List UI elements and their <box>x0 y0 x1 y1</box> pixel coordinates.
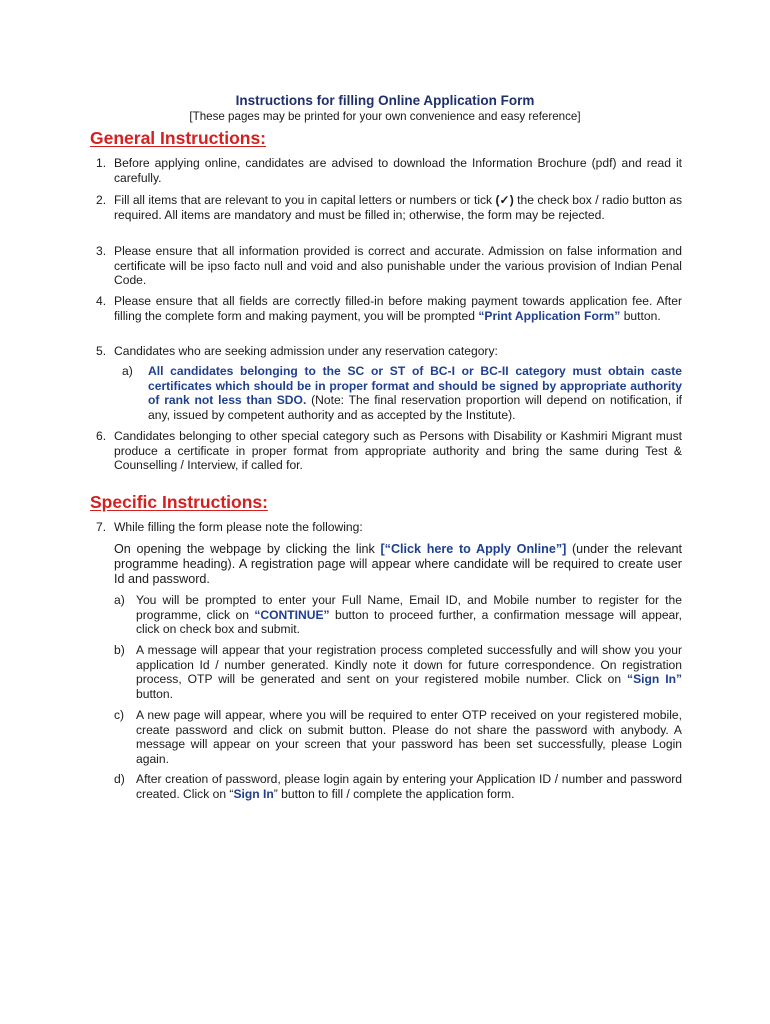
item-number: 3. <box>96 244 107 258</box>
item-text: A new page will appear, where you will be required to enter OTP received on your registered mobile, create password and click on submit button. Please do not share the password with anybody. A message will appear on your screen that your password has been set successfully, please Login again. <box>136 708 682 766</box>
item-number: c) <box>114 708 125 722</box>
page-subtitle: [These pages may be printed for your own convenience and easy reference] <box>189 110 581 123</box>
item-text <box>136 643 682 701</box>
continue-link: “CONTINUE” <box>254 607 330 622</box>
item-text-part: button to proceed further, a confirmation message will appear, click on check box and submit. <box>136 607 682 637</box>
item-number: 7. <box>96 520 107 534</box>
item-text-part: the check box / radio button as required. All items are mandatory and must be filled in; otherwise, the form may be rejected. <box>114 193 683 222</box>
item-text-part: ” button to fill / complete the application form. <box>273 786 515 801</box>
item-text-part: button. <box>620 308 661 323</box>
apply-online-intro <box>114 542 682 587</box>
specific-item-b <box>114 643 682 701</box>
specific-item-c <box>114 708 682 766</box>
item-number: 1. <box>96 156 107 170</box>
item-text-part: On opening the webpage by clicking the link <box>114 542 381 556</box>
item-text-part: Fill all items that are relevant to you in capital letters or numbers or tick <box>114 193 496 207</box>
specific-item-d <box>114 772 682 801</box>
item-text: Candidates who are seeking admission under any reservation category: <box>114 344 498 358</box>
general-item-6 <box>96 429 682 473</box>
item-text-part: You will be prompted to enter your Full Name, Email ID, and Mobile number to register for the programme, click on <box>136 593 682 622</box>
item-text: Candidates belonging to other special category such as Persons with Disability or Kashmiri Migrant must produce a certificate in proper format from appropriate authority and bring the same during Test & Counselling / Interview, if called for. <box>114 429 682 473</box>
page-title: Instructions for filling Online Application Form <box>235 93 535 108</box>
item-number: 2. <box>96 193 107 207</box>
item-number: 5. <box>96 344 107 358</box>
general-item-2 <box>96 193 682 222</box>
print-application-form-link: “Print Application Form” <box>478 308 621 323</box>
apply-online-link: [“Click here to Apply Online”] <box>380 542 567 556</box>
item-number: a) <box>114 593 125 607</box>
item-number: 4. <box>96 294 107 308</box>
item-text-part: (Note: The final reservation proportion will depend on notification, if any, issued by competent authority and as accepted by the Institute). <box>148 393 682 422</box>
general-item-4 <box>96 294 682 323</box>
item-text <box>114 294 682 323</box>
caste-certificate-note: All candidates belonging to the SC or ST of BC-I or BC-II category must obtain caste certificates which should be in proper format and should be signed by appropriate authority of rank not less than SDO. <box>148 364 682 408</box>
item-text <box>136 593 682 637</box>
item-text <box>114 542 682 587</box>
specific-item-7 <box>96 520 682 535</box>
specific-item-a <box>114 593 682 637</box>
item-number: a) <box>122 364 133 378</box>
item-text-part: (under the relevant programme heading). A registration page will appear where candidate will be required to create user Id and password. <box>114 542 682 586</box>
item-text <box>114 193 682 222</box>
item-text: Before applying online, candidates are advised to download the Information Brochure (pdf) and read it carefully. <box>114 156 682 185</box>
item-number: 6. <box>96 429 107 443</box>
item-text-part: Please ensure that all fields are correctly filled-in before making payment towards application fee. After filling the complete form and making payment, you will be prompted <box>114 294 682 323</box>
sign-in-link: Sign In <box>233 786 274 801</box>
item-text-part: A message will appear that your registration process completed successfully and will show you your application Id / number generated. Kindly note it down for future correspondence. On registration process, OTP will be generated and sent on your registered mobile number. Click on <box>136 643 682 687</box>
item-text <box>148 364 682 422</box>
general-item-3 <box>96 244 682 288</box>
general-item-1 <box>96 156 682 185</box>
item-text-part: button. <box>136 686 173 701</box>
general-item-5 <box>96 344 682 359</box>
item-text: While filling the form please note the following: <box>114 520 363 534</box>
item-text: Please ensure that all information provided is correct and accurate. Admission on false information and certificate will be ipso facto null and void and also punishable under the various provision of Indian Penal Code. <box>114 244 682 288</box>
general-instructions-heading: General Instructions: <box>90 128 267 148</box>
item-text-part: After creation of password, please login again by entering your Application ID / number and password created. Click on “ <box>136 772 682 801</box>
item-text <box>136 772 682 801</box>
specific-instructions-heading: Specific Instructions: <box>90 492 268 512</box>
sign-in-link: “Sign In” <box>627 672 682 687</box>
checkmark-icon: (✓) <box>495 193 514 207</box>
general-item-5a <box>122 364 682 422</box>
item-number: d) <box>114 772 125 786</box>
item-number: b) <box>114 643 125 657</box>
